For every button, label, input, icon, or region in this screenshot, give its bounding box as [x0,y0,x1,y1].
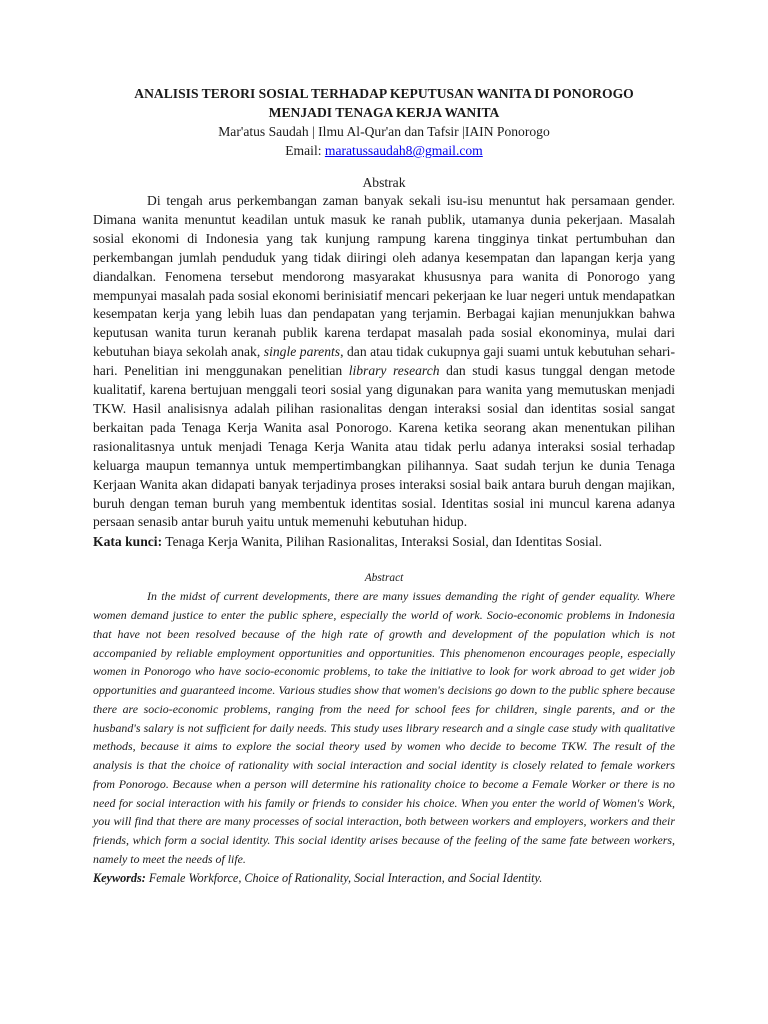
abstrak-text-1: Di tengah arus perkembangan zaman banyak sekali isu-isu menuntut hak persamaan gender. Dimana wanita menuntut keadilan untuk masuk ke ranah publik, utamanya dunia pekerjaan. Masalah sosial ekonomi di Indonesia yang tak kunjung rampung karena tingginya tinkat pertumbuhan dan perkembangan jumlah penduduk yang tidak diiringi oleh adanya kesempatan dan lapangan kerja yang diandalkan. Fenomena tersebut mendorong masyarakat khususnya para wanita di Ponorogo yang mempunyai masalah pada sosial ekonomi berinisiatif mencari pekerjaan ke luar negeri untuk mendapatkan kesempatan kerja yang lebih luas dan pendapatan yang terjamin. Berbagai kajian menunjukkan bahwa keputusan wanita turun keranah publik karena terdapat masalah pada sosial ekonominya, mulai dari kebutuhan biaya sekolah anak, [93,193,675,360]
abstrak-text-2: , dan atau tidak cukupnya gaji suami untuk kebutuhan sehari-hari. Penelitian ini menggunakan penelitian [93,344,675,379]
keywords-label: Keywords: [93,870,146,885]
title-line-2: MENJADI TENAGA KERJA WANITA [268,105,500,120]
keywords [93,869,675,888]
kata-kunci [93,532,675,551]
abstrak-text-3: dan studi kasus tunggal dengan metode kualitatif, karena bertujuan menggali teori sosial yang digunakan para wanita yang memutuskan menjadi TKW. Hasil analisisnya adalah pilihan rasionalitas dengan interaksi sosial dan identitas sosial sangat berkaitan pada Tenaga Kerja Wanita asal Ponorogo. Karena ketika seorang akan menentukan pilihan rasionalitasnya untuk menjadi Tenaga Kerja Wanita atau tidak perlu adanya interaksi sosial terhadap keluarga maupun temannya untuk mempertimbangkan pilihannya. Saat sudah terjun ke dunia Tenaga Kerjaan Wanita akan didapati banyak terjadinya proses interaksi sosial baik antara buruh dengan majikan, buruh dengan teman buruh yang membentuk identitas sosial. Identitas sosial ini muncul karena adanya persaan senasib antar buruh yaitu untuk memenuhi kebutuhan hidup. [93,363,675,530]
email-link[interactable]: maratussaudah8@gmail.com [324,143,483,158]
abstrak-term-single-parents: single parents [263,344,341,360]
keywords-values: Female Workforce, Choice of Rationality, Social Interaction, and Social Identity. [145,870,543,885]
email-label: Email: [285,143,325,158]
kata-kunci-values: Tenaga Kerja Wanita, Pilihan Rasionalitas, Interaksi Sosial, dan Identitas Sosial. [162,534,603,550]
paper-title [93,84,675,122]
abstrak-term-library-research: library research [348,363,440,379]
abstract-heading: Abstract [364,572,404,585]
title-line-1: ANALISIS TERORI SOSIAL TERHADAP KEPUTUSAN WANITA DI PONOROGO [134,86,634,101]
email-line [93,141,675,160]
kata-kunci-label: Kata kunci: [93,534,163,550]
abstrak-heading: Abstrak [362,175,406,190]
abstrak-body [93,192,675,532]
paper-page [93,84,675,888]
abstract-body: In the midst of current developments, there are many issues demanding the right of gender equality. Where women demand justice to enter the public sphere, especially the world of work. Socio-economic problems in Indonesia that have not been resolved because of the high rate of growth and development of the population which is not accompanied by reliable employment opportunities and opportunities. This phenomenon encourages people, especially women in Ponorogo who have socio-economic problems, to take the initiative to look for work abroad to get wider job opportunities and guaranteed income. Various studies show that women's decisions go down to the public sphere because there are socio-economic problems, ranging from the need for school fees for children, single parents, and or the husband's salary is not sufficient for daily needs. This study uses library research and a single case study with qualitative methods, because it aims to explore the social theory used by women who decide to become TKW. The result of the analysis is that the choice of rationality with social interaction and social identity is closely related to female workers from Ponorogo. Because when a person will determine his rationality choice to become a Female Worker or there is no need for social interaction with his family or friends to consider his choice. When you enter the world of Women's Work, you will find that there are many processes of social interaction, both between workers and employers, workers and their friends, which form a social identity. This social identity arises because of the feeling of the same fate between workers, namely to meet the needs of life. [93,589,675,866]
author-affiliation: Mar'atus Saudah | Ilmu Al-Qur'an dan Tafsir |IAIN Ponorogo [218,124,550,139]
